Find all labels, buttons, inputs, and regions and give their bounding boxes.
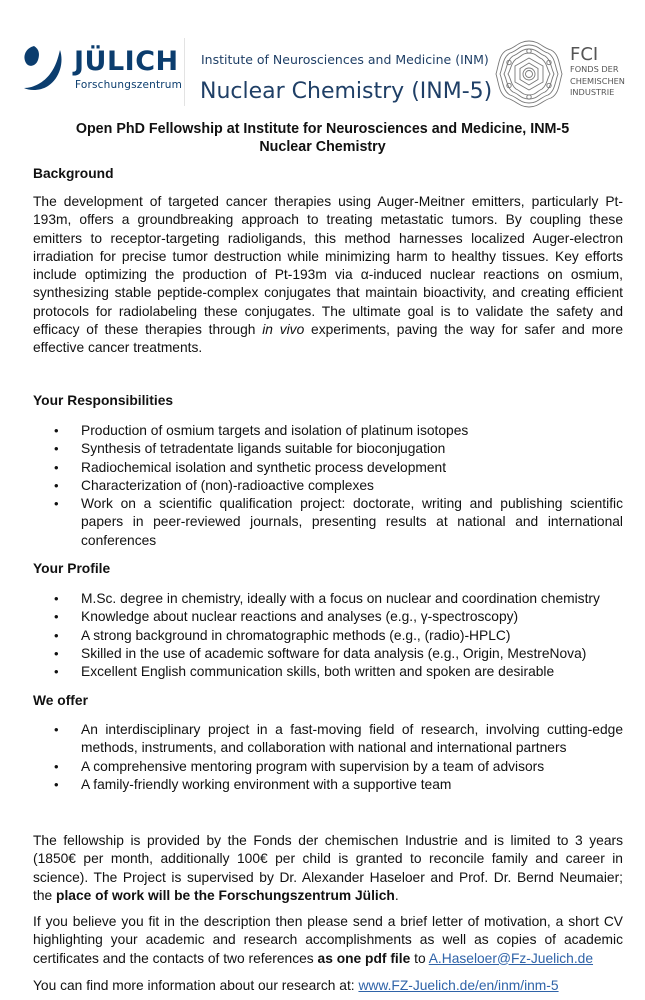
fellowship-text: The fellowship is provided by the Fonds der chemischen Industrie and is limited to 3 years (1850€ per month, additionally 100€ per child is granted to reconcile family and career in science). The Project is supervised by Dr. Alexander Haseloer and Prof. Dr. Bernd Neumaier; the <box>33 833 623 903</box>
fellowship-paragraph <box>33 832 623 905</box>
list-item: • Characterization of (non)-radioactive complexes <box>33 477 623 495</box>
responsibilities-list <box>33 422 623 550</box>
fci-emblem-icon <box>493 38 565 110</box>
department-name: Nuclear Chemistry (INM-5) <box>200 79 493 104</box>
background-paragraph <box>33 193 623 358</box>
julich-subtitle: Forschungszentrum <box>75 79 183 91</box>
background-heading: Background <box>33 166 114 181</box>
more-info-paragraph <box>33 977 623 995</box>
title-line-2: Nuclear Chemistry <box>259 139 386 155</box>
list-item: • A strong background in chromatographic methods (e.g., (radio)-HPLC) <box>33 627 623 645</box>
place-of-work: place of work will be the Forschungszentrum Jülich <box>56 887 395 903</box>
fci-line: CHEMISCHEN <box>570 75 625 86</box>
julich-logo <box>20 42 190 98</box>
julich-logo-icon <box>20 44 66 92</box>
application-paragraph <box>33 913 623 968</box>
title-line-1: Open PhD Fellowship at Institute for Neurosciences and Medicine, INM-5 <box>75 121 570 137</box>
background-text: The development of targeted cancer therapies using Auger-Meitner emitters, particularly Pt-193m, offers a groundbreaking approach to treating metastatic tumors. By coupling these emitters to receptor-targeting radioligands, this method harnesses localized Auger-electron irradiation for precise tumor destruction while minimizing harm to healthy tissues. Key efforts include optimizing the production of Pt-193m via α-induced nuclear reactions on osmium, synthesizing stable peptide-complex conjugates that maintain bioactivity, and creating efficient protocols for radiolabeling these conjugates. The ultimate goal is to validate the safety and efficacy of these therapies through <box>33 194 623 338</box>
list-item: • An interdisciplinary project in a fast-moving field of research, involving cutting-edge methods, instruments, and collaboration with national and international partners <box>33 721 623 758</box>
application-text: If you believe you fit in the description then please send a brief letter of motivation, a short CV highlighting your academic and research accomplishments as well as copies of academic certificates and the contacts of two references <box>33 914 623 966</box>
list-item: • A comprehensive mentoring program with supervision by a team of advisors <box>33 758 623 776</box>
list-item: • Radiochemical isolation and synthetic process development <box>33 459 623 477</box>
pdf-note: as one pdf file <box>317 950 411 966</box>
letterhead <box>0 36 645 111</box>
background-text-end: experiments, paving the way for safer and more effective cancer treatments. <box>33 322 624 356</box>
list-item: • Synthesis of tetradentate ligands suitable for bioconjugation <box>33 440 623 458</box>
institute-name: Institute of Neurosciences and Medicine (INM) <box>201 52 489 67</box>
email-link[interactable]: A.Haseloer@Fz-Juelich.de <box>428 950 594 966</box>
list-item: • M.Sc. degree in chemistry, ideally with a focus on nuclear and coordination chemistry <box>33 590 623 608</box>
fci-abbr: FCI <box>570 44 599 65</box>
fellowship-end: . <box>394 887 399 903</box>
profile-list <box>33 590 623 681</box>
offer-list <box>33 721 623 794</box>
header-divider <box>184 38 185 106</box>
offer-heading: We offer <box>33 693 88 708</box>
list-item: • Skilled in the use of academic software for data analysis (e.g., Origin, MestreNova) <box>33 645 623 663</box>
profile-heading: Your Profile <box>33 561 111 576</box>
page-title <box>20 120 625 156</box>
application-to: to <box>410 950 429 966</box>
list-item: • Excellent English communication skills, both written and spoken are desirable <box>33 663 623 681</box>
list-item: • Knowledge about nuclear reactions and analyses (e.g., γ-spectroscopy) <box>33 608 623 626</box>
fci-logo-text <box>570 46 625 99</box>
fci-line: INDUSTRIE <box>570 87 615 97</box>
list-item: • Production of osmium targets and isolation of platinum isotopes <box>33 422 623 440</box>
background-italic: in vivo <box>262 322 305 338</box>
more-info-text: You can find more information about our research at: <box>33 978 359 993</box>
research-website-link[interactable]: www.FZ-Juelich.de/en/inm/inm-5 <box>358 978 559 993</box>
list-item: • Work on a scientific qualification project: doctorate, writing and publishing scientific papers in peer-reviewed journals, presenting results at national and international conferences <box>33 495 623 550</box>
fci-line: FONDS DER <box>570 64 619 74</box>
responsibilities-heading: Your Responsibilities <box>33 393 174 408</box>
list-item: • A family-friendly working environment with a supportive team <box>33 776 623 794</box>
julich-name: JÜLICH <box>74 46 179 77</box>
